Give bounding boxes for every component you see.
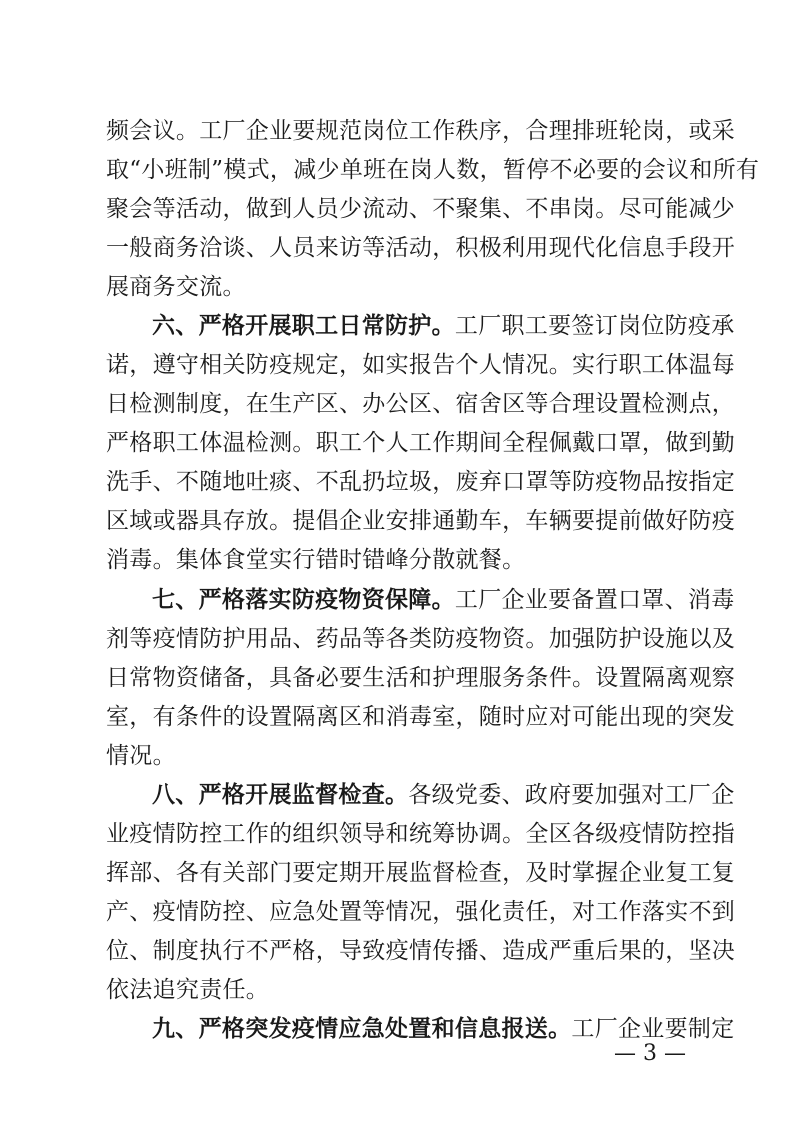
- paragraph-line: 区域或器具存放。提倡企业安排通勤车，车辆要提前做好防疫: [106, 508, 736, 534]
- paragraph-line: 剂等疫情防护用品、药品等各类防疫物资。加强防护设施以及: [106, 626, 736, 652]
- paragraph-line: 取“小班制”模式，减少单班在岗人数，暂停不必要的会议和所有: [106, 157, 760, 183]
- section-7-heading: 七、严格落实防疫物资保障。: [152, 587, 455, 613]
- paragraph-line: 位、制度执行不严格，导致疫情传播、造成严重后果的，坚决: [106, 938, 736, 964]
- section-8-first-line: [152, 776, 735, 815]
- paragraph-line: 业疫情防控工作的组织领导和统筹协调。全区各级疫情防控指: [106, 821, 736, 847]
- section-9-text: 工厂企业要制定: [571, 1016, 735, 1042]
- paragraph-line: 日检测制度，在生产区、办公区、宿舍区等合理设置检测点，: [106, 391, 736, 417]
- section-6-text: 工厂职工要签订岗位防疫承: [454, 313, 735, 339]
- section-7-first-line: [152, 581, 735, 620]
- paragraph-line: 展商务交流。: [106, 274, 246, 300]
- section-6-heading: 六、严格开展职工日常防护。: [152, 313, 455, 339]
- paragraph-line: 频会议。工厂企业要规范岗位工作秩序，合理排班轮岗，或采: [106, 118, 736, 144]
- paragraph-line: 情况。: [106, 743, 176, 769]
- paragraph-line: 严格职工体温检测。职工个人工作期间全程佩戴口罩，做到勤: [106, 430, 736, 456]
- section-8-heading: 八、严格开展监督检查。: [152, 782, 409, 808]
- paragraph-line: 产、疫情防控、应急处置等情况，强化责任，对工作落实不到: [106, 899, 736, 925]
- section-8-text: 各级党委、政府要加强对工厂企: [408, 782, 735, 808]
- section-7-text: 工厂企业要备置口罩、消毒: [454, 587, 735, 613]
- paragraph-line: 洗手、不随地吐痰、不乱扔垃圾，废弃口罩等防疫物品按指定: [106, 469, 736, 495]
- page-number: — 3 —: [614, 1041, 686, 1066]
- paragraph-line: 挥部、各有关部门要定期开展监督检查，及时掌握企业复工复: [106, 860, 736, 886]
- paragraph-line: 一般商务洽谈、人员来访等活动，积极利用现代化信息手段开: [106, 235, 736, 261]
- paragraph-line: 消毒。集体食堂实行错时错峰分散就餐。: [106, 547, 526, 573]
- paragraph-line: 室，有条件的设置隔离区和消毒室，随时应对可能出现的突发: [106, 704, 736, 730]
- section-6-first-line: [152, 307, 735, 346]
- paragraph-line: 依法追究责任。: [106, 977, 270, 1003]
- paragraph-line: 诺，遵守相关防疫规定，如实报告个人情况。实行职工体温每: [106, 352, 736, 378]
- paragraph-line: 聚会等活动，做到人员少流动、不聚集、不串岗。尽可能减少: [106, 196, 736, 222]
- section-9-first-line: [152, 1010, 735, 1049]
- section-9-heading: 九、严格突发疫情应急处置和信息报送。: [152, 1016, 572, 1042]
- paragraph-line: 日常物资储备，具备必要生活和护理服务条件。设置隔离观察: [106, 665, 736, 691]
